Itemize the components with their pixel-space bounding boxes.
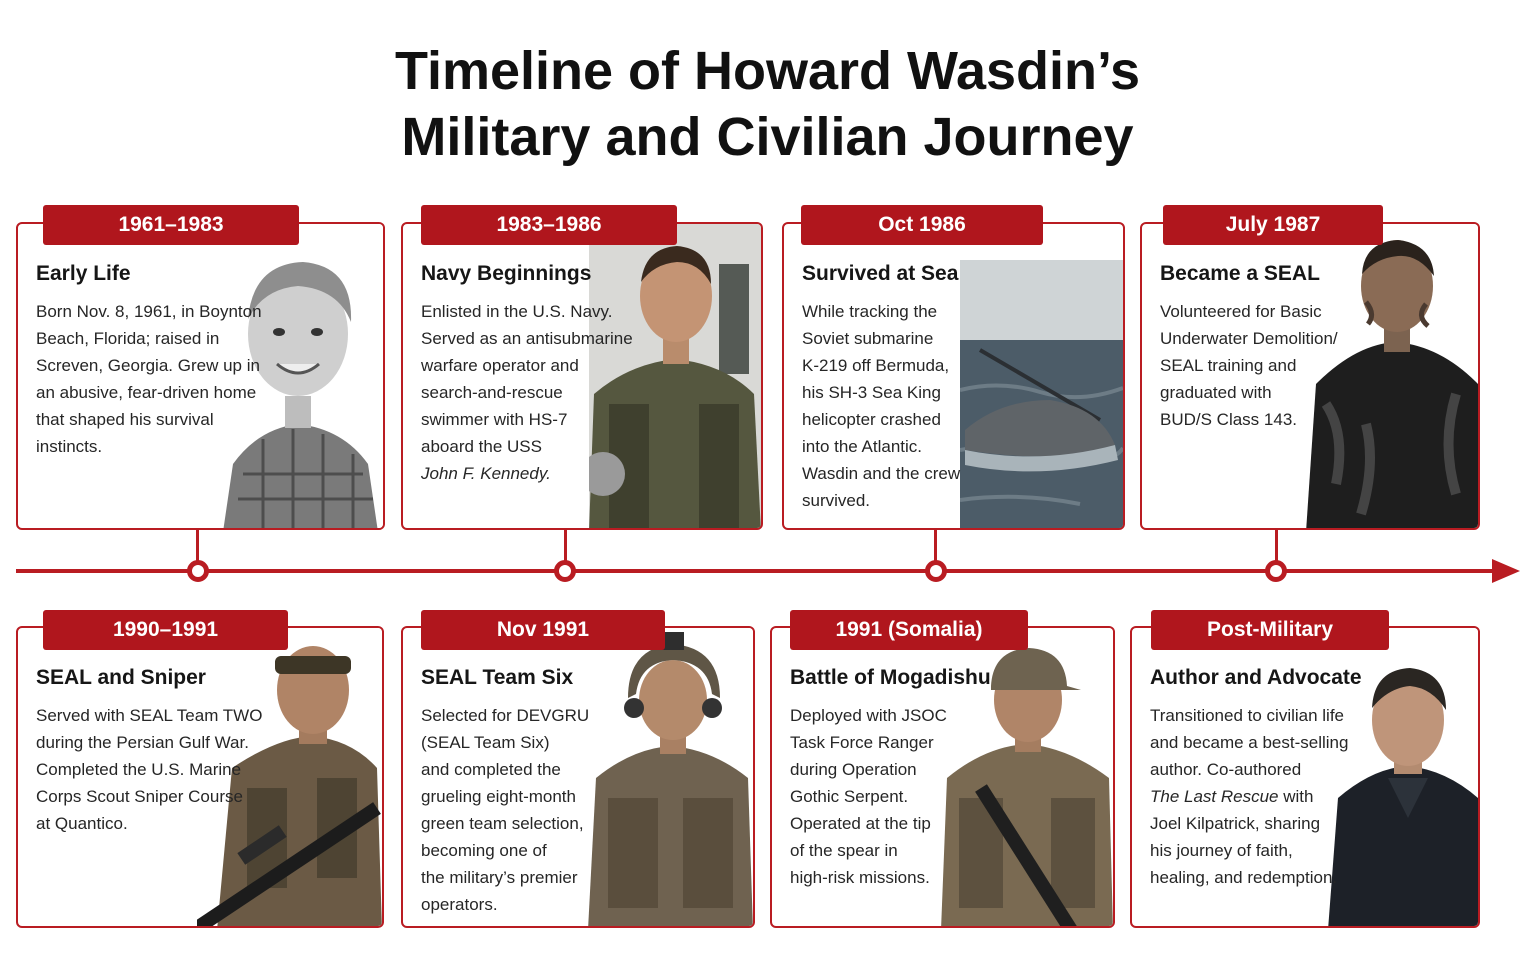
event-text-line: K-219 off Bermuda, <box>802 356 950 375</box>
event-text-line: Joel Kilpatrick, sharing <box>1150 814 1321 833</box>
event-heading: Early Life <box>36 262 131 285</box>
event-text-line: instincts. <box>36 437 103 456</box>
event-text-line: The Last Rescue with <box>1150 787 1314 806</box>
date-tag: July 1987 <box>1163 205 1383 245</box>
timeline-node <box>925 560 947 582</box>
event-text-line: during Operation <box>790 760 917 779</box>
event-text-line: and completed the <box>421 760 561 779</box>
event-text-line: Selected for DEVGRU <box>421 706 590 725</box>
event-description <box>790 702 947 891</box>
event-text-line: into the Atlantic. <box>802 437 923 456</box>
event-heading: Navy Beginnings <box>421 262 592 285</box>
event-text-line: Beach, Florida; raised in <box>36 329 220 348</box>
event-card-seal-team-six <box>401 626 755 928</box>
event-description <box>36 702 262 837</box>
timeline-arrow-icon <box>1492 559 1520 583</box>
event-text-line: graduated with <box>1160 383 1272 402</box>
event-text-line: author. Co-authored <box>1150 760 1302 779</box>
event-description <box>1150 702 1348 891</box>
event-text-line: While tracking the <box>802 302 938 321</box>
event-text-line: Underwater Demolition/ <box>1160 329 1338 348</box>
helicopter-crash-photo <box>960 260 1123 530</box>
event-card-battle-of-mogadishu <box>770 626 1115 928</box>
event-text-line: survived. <box>802 491 871 510</box>
event-heading: SEAL Team Six <box>421 666 574 689</box>
event-description <box>802 298 960 514</box>
event-text-line: his journey of faith, <box>1150 841 1293 860</box>
event-text-line: Screven, Georgia. Grew up in <box>36 356 260 375</box>
date-tag: Oct 1986 <box>801 205 1043 245</box>
event-card-early-life <box>16 222 385 530</box>
event-text-line: high-risk missions. <box>790 868 930 887</box>
event-text-line: Deployed with JSOC <box>790 706 947 725</box>
devgru-operator-photo <box>588 628 753 928</box>
event-card-author-and-advocate <box>1130 626 1480 928</box>
event-description <box>1160 298 1338 433</box>
date-tag: 1991 (Somalia) <box>790 610 1028 650</box>
event-text-line: John F. Kennedy. <box>421 464 551 483</box>
timeline-node <box>1265 560 1287 582</box>
event-card-survived-at-sea <box>782 222 1125 530</box>
date-tag: Nov 1991 <box>421 610 665 650</box>
event-text-line: Wasdin and the crew <box>802 464 961 483</box>
event-card-seal-and-sniper <box>16 626 384 928</box>
event-text-line: helicopter crashed <box>802 410 941 429</box>
event-text-line: green team selection, <box>421 814 584 833</box>
title-line-2: Military and Civilian Journey <box>401 107 1134 167</box>
event-heading: Survived at Sea <box>802 262 959 285</box>
event-text-line: his SH-3 Sea King <box>802 383 941 402</box>
event-text-line: BUD/S Class 143. <box>1160 410 1297 429</box>
event-text-line: warfare operator and <box>421 356 579 375</box>
title-line-1: Timeline of Howard Wasdin’s <box>394 41 1141 101</box>
event-text-line: operators. <box>421 895 498 914</box>
event-text-line: healing, and redemption. <box>1150 868 1338 887</box>
event-text-line: of the spear in <box>790 841 898 860</box>
event-text-line: at Quantico. <box>36 814 128 833</box>
event-text-line: aboard the USS <box>421 437 542 456</box>
event-text-line: an abusive, fear-driven home <box>36 383 257 402</box>
event-text-line: search-and-rescue <box>421 383 563 402</box>
event-text-line: Served with SEAL Team TWO <box>36 706 263 725</box>
event-text-line: Operated at the tip <box>790 814 931 833</box>
date-tag: 1983–1986 <box>421 205 677 245</box>
event-text-line: Enlisted in the U.S. Navy. <box>421 302 613 321</box>
date-tag: Post-Military <box>1151 610 1389 650</box>
event-text-line: Soviet submarine <box>802 329 934 348</box>
timeline-node <box>554 560 576 582</box>
event-heading: SEAL and Sniper <box>36 666 206 689</box>
event-card-navy-beginnings <box>401 222 763 530</box>
event-text-line: Task Force Ranger <box>790 733 934 752</box>
timeline-node <box>187 560 209 582</box>
event-text-line: Volunteered for Basic <box>1160 302 1322 321</box>
event-description <box>36 298 262 460</box>
event-text-line: during the Persian Gulf War. <box>36 733 249 752</box>
event-card-became-a-seal <box>1140 222 1480 530</box>
event-text-line: that shaped his survival <box>36 410 214 429</box>
event-text-line: Born Nov. 8, 1961, in Boynton <box>36 302 262 321</box>
event-heading: Became a SEAL <box>1160 262 1320 285</box>
event-text-line: swimmer with HS-7 <box>421 410 568 429</box>
event-text-line: Completed the U.S. Marine <box>36 760 242 779</box>
event-text-line: Corps Scout Sniper Course <box>36 787 243 806</box>
date-tag: 1961–1983 <box>43 205 299 245</box>
page-title <box>0 38 1535 170</box>
event-text-line: becoming one of <box>421 841 547 860</box>
event-text-line: grueling eight-month <box>421 787 576 806</box>
event-text-line: and became a best-selling <box>1150 733 1349 752</box>
event-text-line: the military’s premier <box>421 868 578 887</box>
event-text-line: (SEAL Team Six) <box>421 733 550 752</box>
event-text-line: Gothic Serpent. <box>790 787 909 806</box>
date-tag: 1990–1991 <box>43 610 288 650</box>
event-heading: Battle of Mogadishu <box>790 666 991 689</box>
event-text-line: Transitioned to civilian life <box>1150 706 1345 725</box>
event-heading: Author and Advocate <box>1150 666 1362 689</box>
event-text-line: Served as an antisubmarine <box>421 329 633 348</box>
event-description <box>421 298 633 487</box>
event-text-line: SEAL training and <box>1160 356 1297 375</box>
event-description <box>421 702 589 918</box>
